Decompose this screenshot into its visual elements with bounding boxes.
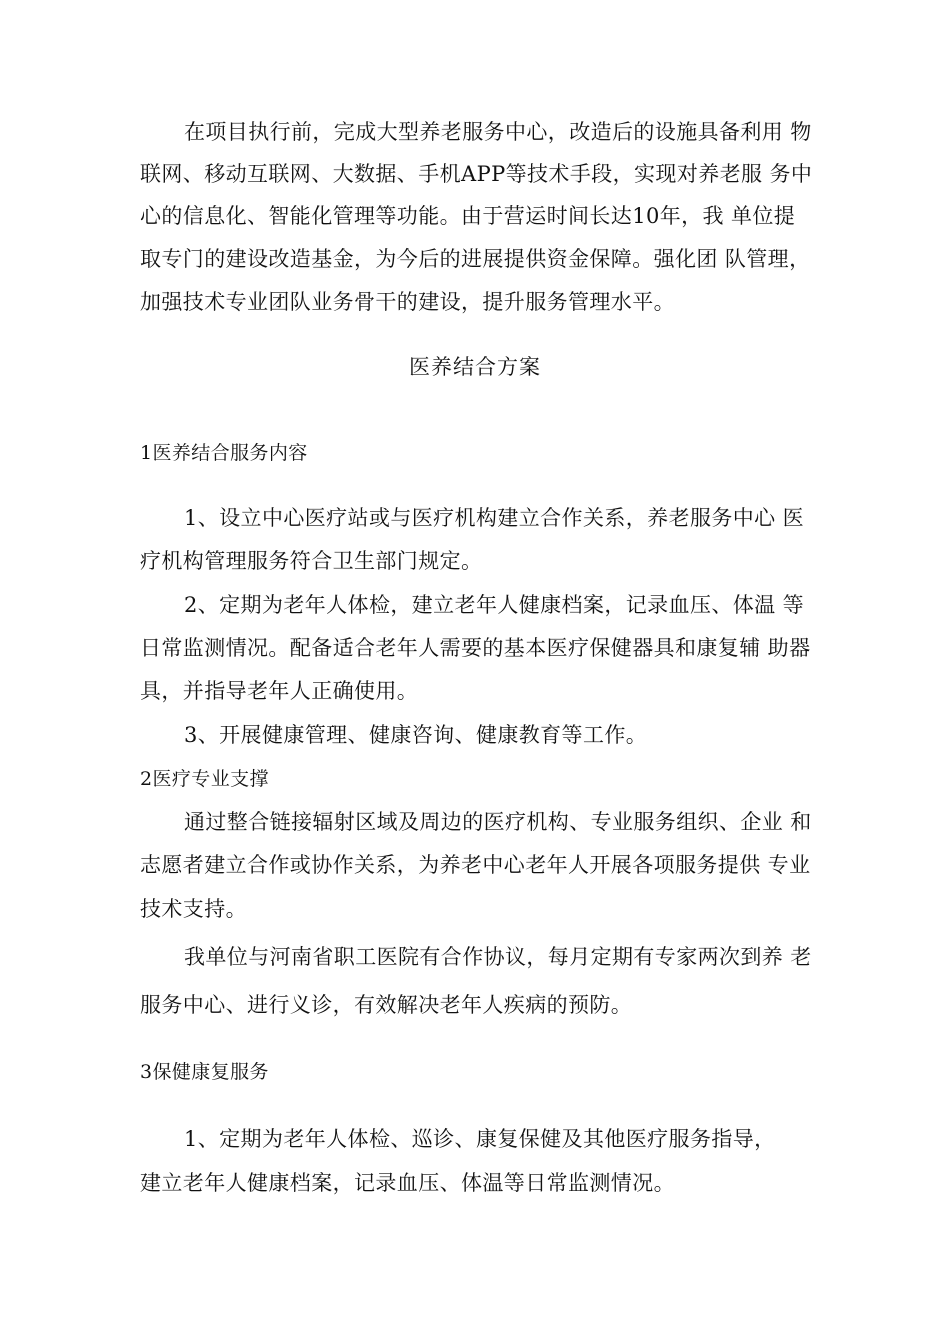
section-2-para-1-line-2: 志愿者建立合作或协作关系，为养老中心老年人开展各项服务提供 专业 <box>140 853 811 877</box>
section-2-para-1-line-1: 通过整合链接辐射区域及周边的医疗机构、专业服务组织、企业 和 <box>184 810 812 834</box>
intro-line-2: 联网、移动互联网、大数据、手机APP等技术手段，实现对养老服 务中 <box>140 162 813 186</box>
intro-line-5: 加强技术专业团队业务骨干的建设，提升服务管理水平。 <box>140 290 675 314</box>
section-1-item-2-line-2: 日常监测情况。配备适合老年人需要的基本医疗保健器具和康复辅 助器 <box>140 636 811 660</box>
section-1-heading: 1医养结合服务内容 <box>140 442 308 464</box>
section-1-item-1-line-2: 疗机构管理服务符合卫生部门规定。 <box>140 549 483 573</box>
section-2-para-2-line-1: 我单位与河南省职工医院有合作协议，每月定期有专家两次到养 老 <box>184 945 812 969</box>
section-2-heading: 2医疗专业支撑 <box>140 768 269 790</box>
section-1-item-1-line-1: 1、设立中心医疗站或与医疗机构建立合作关系，养老服务中心 医 <box>184 506 805 530</box>
intro-line-1: 在项目执行前，完成大型养老服务中心，改造后的设施具备利用 物 <box>184 120 812 144</box>
section-1-item-3: 3、开展健康管理、健康咨询、健康教育等工作。 <box>184 723 648 747</box>
section-3-heading: 3保健康复服务 <box>140 1061 269 1083</box>
section-3-item-1-line-1: 1、定期为老年人体检、巡诊、康复保健及其他医疗服务指导， <box>184 1127 776 1151</box>
section-1-item-2-line-3: 具，并指导老年人正确使用。 <box>140 679 419 703</box>
section-1-item-2-line-1: 2、定期为老年人体检，建立老年人健康档案，记录血压、体温 等 <box>184 593 805 617</box>
section-2-para-1-line-3: 技术支持。 <box>140 897 247 921</box>
section-2-para-2-line-2: 服务中心、进行义诊，有效解决老年人疾病的预防。 <box>140 993 633 1017</box>
intro-line-4: 取专门的建设改造基金，为今后的进展提供资金保障。强化团 队管理， <box>140 247 811 271</box>
document-title: 医养结合方案 <box>409 355 541 379</box>
section-3-item-1-line-2: 建立老年人健康档案，记录血压、体温等日常监测情况。 <box>140 1171 675 1195</box>
intro-line-3: 心的信息化、智能化管理等功能。由于营运时间长达10年，我 单位提 <box>140 204 796 228</box>
